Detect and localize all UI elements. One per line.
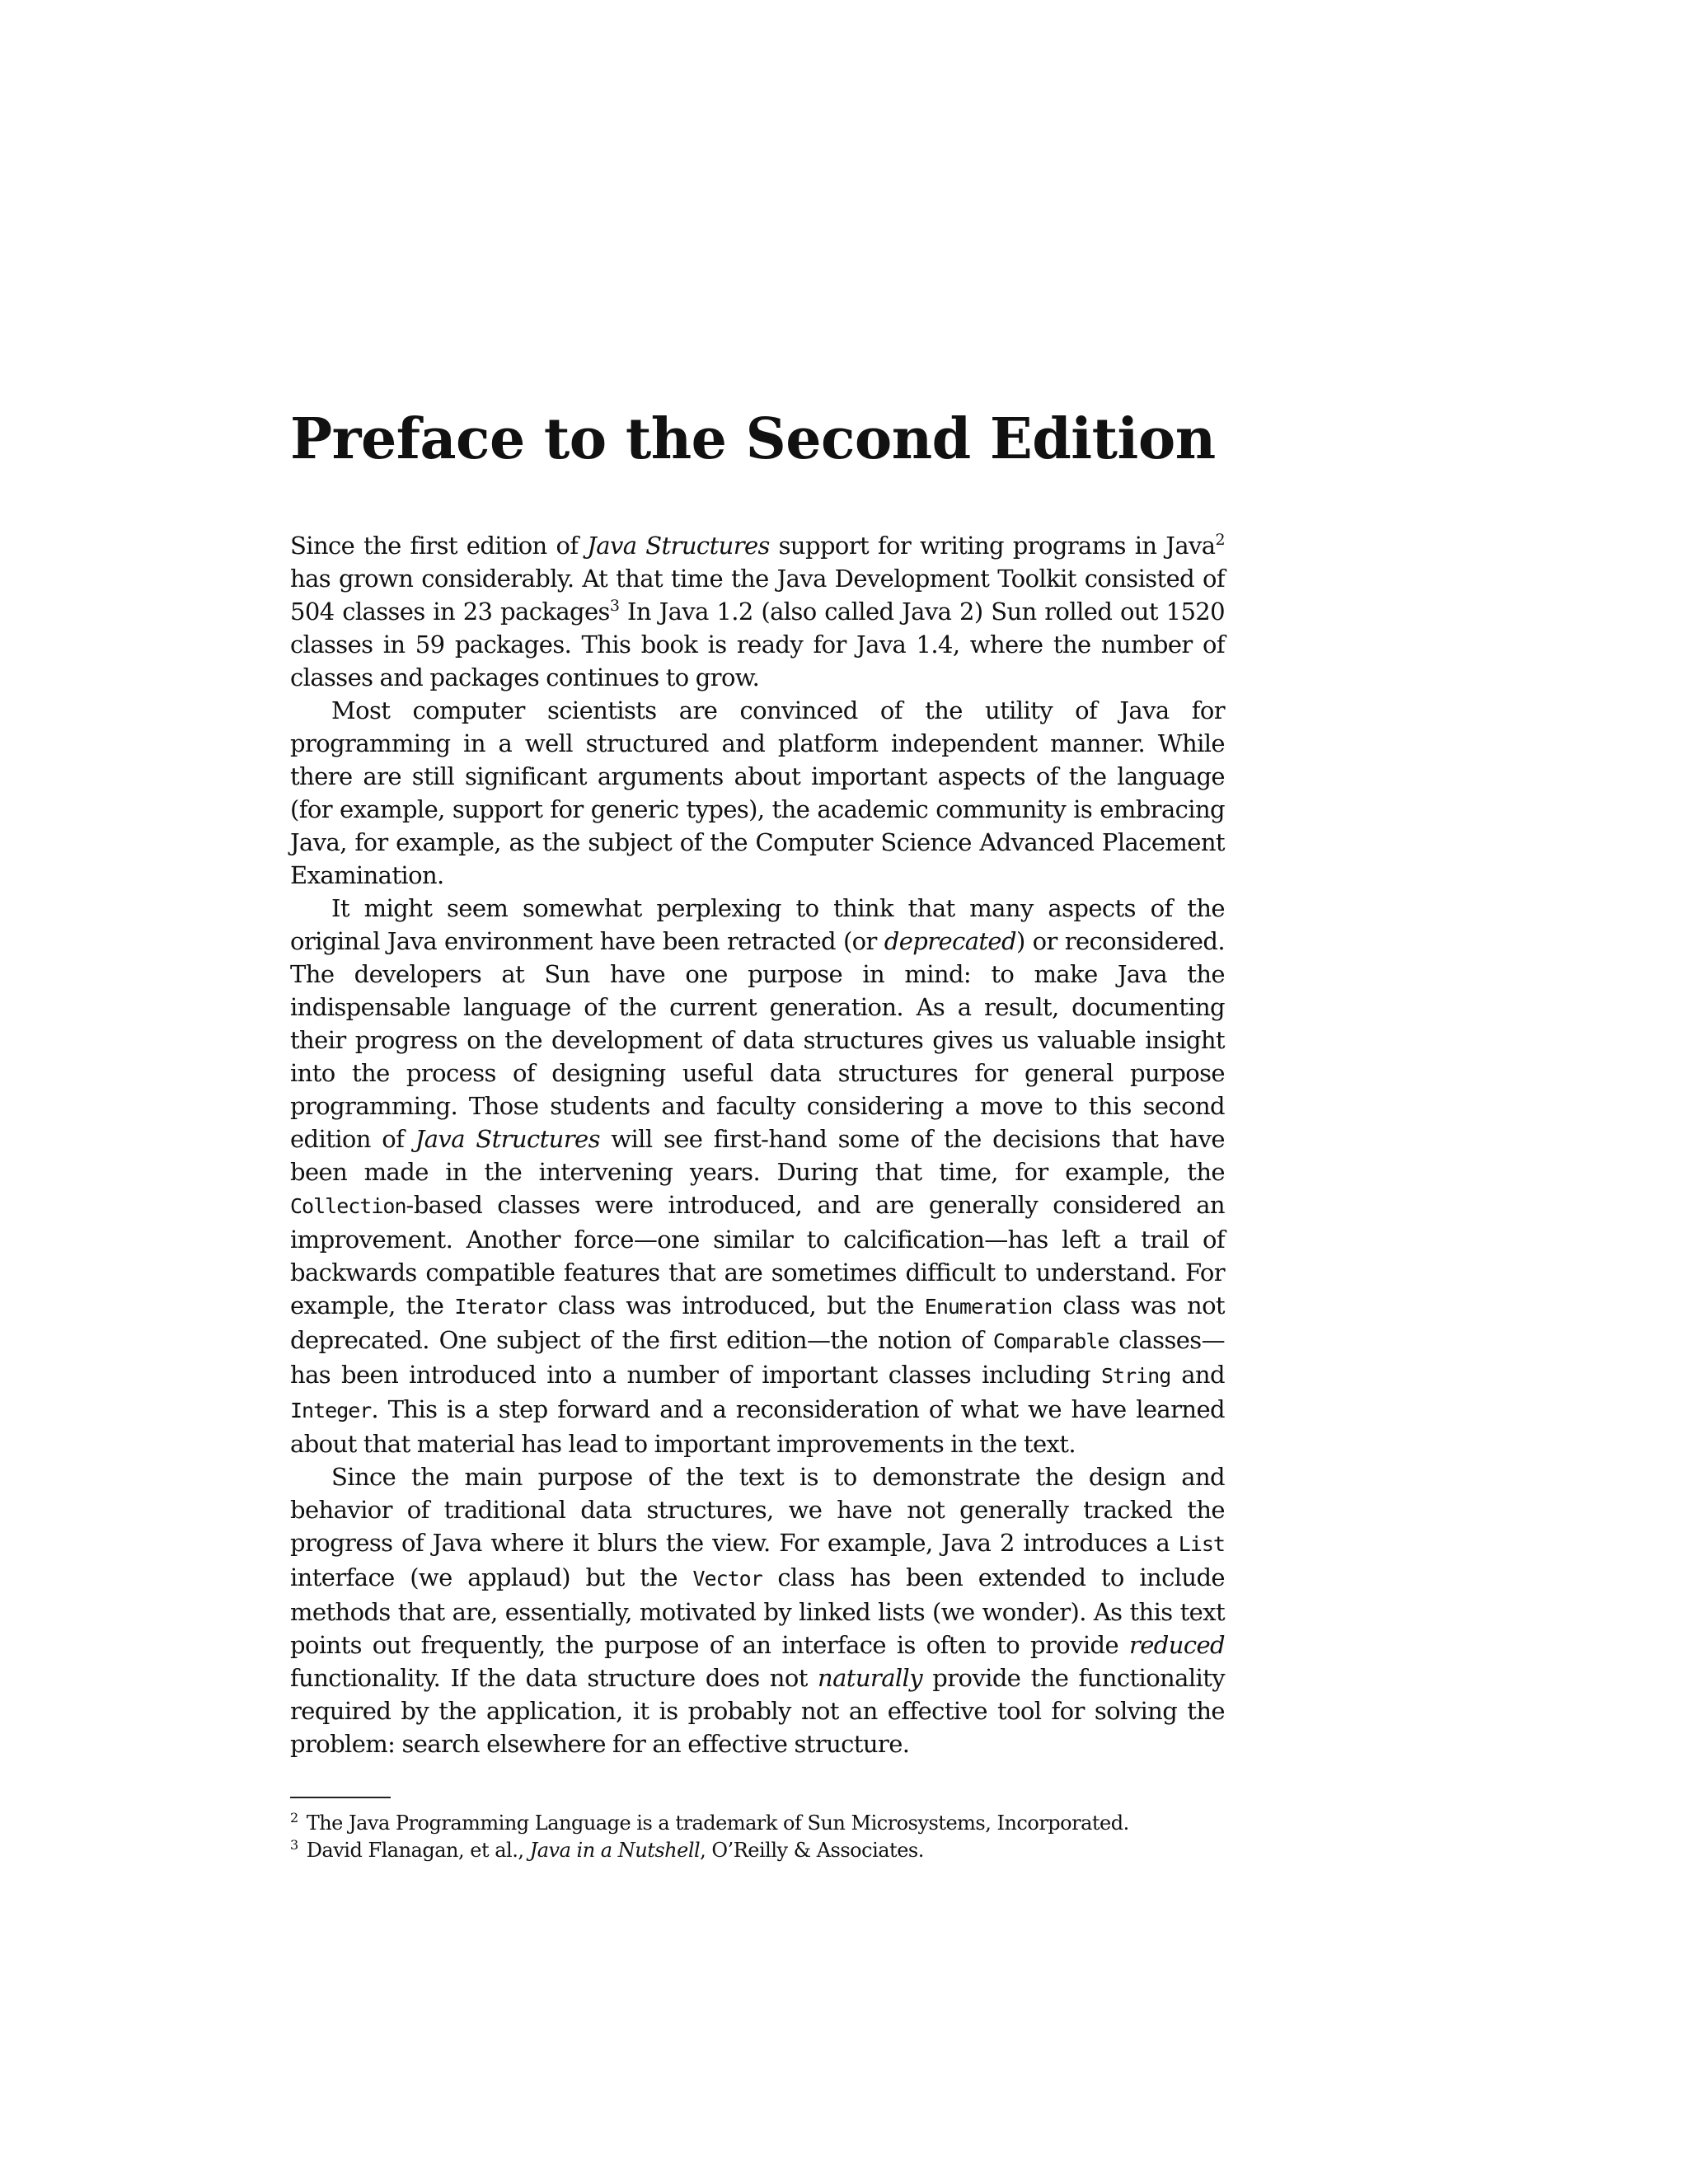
text-run: -based classes were introduced, and are generally considered an improvement. Another force—one similar to calcification—has left a trail of backwards compatible features that are sometimes difficult to understand. For example, the — [290, 1191, 1225, 1319]
footnote-3 — [290, 1837, 1225, 1864]
text-run: It might seem somewhat perplexing to think that many aspects of the original Java environment have been retracted (or — [290, 894, 1225, 955]
footnote-ref-3: 3 — [609, 597, 620, 615]
text-run: ) or reconsidered. The developers at Sun have one purpose in mind: to make Java the indispensable language of the current generation. As a result, documenting their progress on the development of data structures gives us valuable insight into the process of designing useful data structures for general purpose programming. Those students and faculty considering a move to this second edition of — [290, 927, 1225, 1153]
book-title-emphasis: Java Structures — [587, 532, 770, 560]
paragraph-2 — [290, 694, 1225, 892]
text-run: classes—has been introduced into a number of important classes including — [290, 1326, 1225, 1389]
term-emphasis: deprecated — [884, 927, 1016, 955]
text-run: . This is a step forward and a reconsideration of what we have learned about that material has lead to important improvements in the text. — [290, 1395, 1225, 1458]
footnote-2 — [290, 1810, 1225, 1837]
footnote-mark: 3 — [290, 1837, 298, 1853]
page-title: Preface to the Second Edition — [290, 406, 1216, 472]
paragraph-3 — [290, 892, 1225, 1460]
text-run: will see first-hand some of the decisions that have been made in the intervening years. During that time, for example, the — [290, 1125, 1225, 1186]
footnote-mark: 2 — [290, 1810, 298, 1825]
text-run: has grown considerably. At that time the Java Development Toolkit consisted of 504 classes in 23 packages — [290, 565, 1225, 626]
preface-body — [290, 529, 1225, 1760]
text-run: interface (we applaud) but the — [290, 1563, 693, 1591]
page — [290, 402, 1225, 1864]
text-run: class has been extended to include methods that are, essentially, motivated by linked lists (we wonder). As this text points out frequently, the purpose of an interface is often to provide — [290, 1563, 1225, 1659]
paragraph-4 — [290, 1460, 1225, 1760]
text-run: support for writing programs in Java — [769, 532, 1216, 560]
term-emphasis: naturally — [818, 1664, 923, 1692]
text-run: class was not deprecated. One subject of the first edition—the notion of — [290, 1291, 1225, 1354]
text-run: provide the functionality required by the application, it is probably not an effective tool for solving the problem: search elsewhere for an effective structure. — [290, 1664, 1226, 1758]
footnote-book-title: Java in a Nutshell — [529, 1839, 701, 1862]
book-title-emphasis: Java Structures — [415, 1125, 600, 1153]
footnote-ref-2: 2 — [1215, 531, 1225, 549]
footnote-text: The Java Programming Language is a trademark of Sun Microsystems, Incorporated. — [306, 1811, 1129, 1835]
code-term: List — [1178, 1532, 1225, 1556]
footnote-text: , O’Reilly & Associates. — [700, 1839, 924, 1862]
code-term: Enumeration — [924, 1295, 1053, 1319]
term-emphasis: reduced — [1128, 1631, 1225, 1659]
text-run: Since the main purpose of the text is to demonstrate the design and behavior of traditional data structures, we have not generally tracked the progress of Java where it blurs the view. For example, Java 2 introduces a — [290, 1463, 1225, 1557]
code-term: Integer — [290, 1399, 372, 1422]
footnotes — [290, 1810, 1225, 1864]
text-run: and — [1170, 1361, 1225, 1389]
code-term: Collection — [290, 1194, 406, 1218]
footnote-text: David Flanagan, et al., — [306, 1839, 530, 1862]
code-term: Vector — [692, 1567, 762, 1591]
paragraph-1 — [290, 529, 1225, 694]
code-term: String — [1100, 1364, 1171, 1388]
code-term: Comparable — [992, 1329, 1109, 1353]
text-run: class was introduced, but the — [546, 1291, 925, 1319]
text-run: functionality. If the data structure does not — [290, 1664, 818, 1692]
code-term: Iterator — [454, 1295, 547, 1319]
footnote-divider — [290, 1797, 391, 1798]
text-run: Since the first edition of — [290, 532, 588, 560]
text-run: Most computer scientists are convinced of the utility of Java for programming in a well structured and platform independent manner. While there are still significant arguments about important aspects of the language (for example, support for generic types), the academic community is embracing Java, for example, as the subject of the Computer Science Advanced Placement Examination. — [290, 696, 1225, 889]
text-run: In Java 1.2 (also called Java 2) Sun rolled out 1520 classes in 59 packages. This book is ready for Java 1.4, where the number of classes and packages continues to grow. — [290, 598, 1225, 691]
